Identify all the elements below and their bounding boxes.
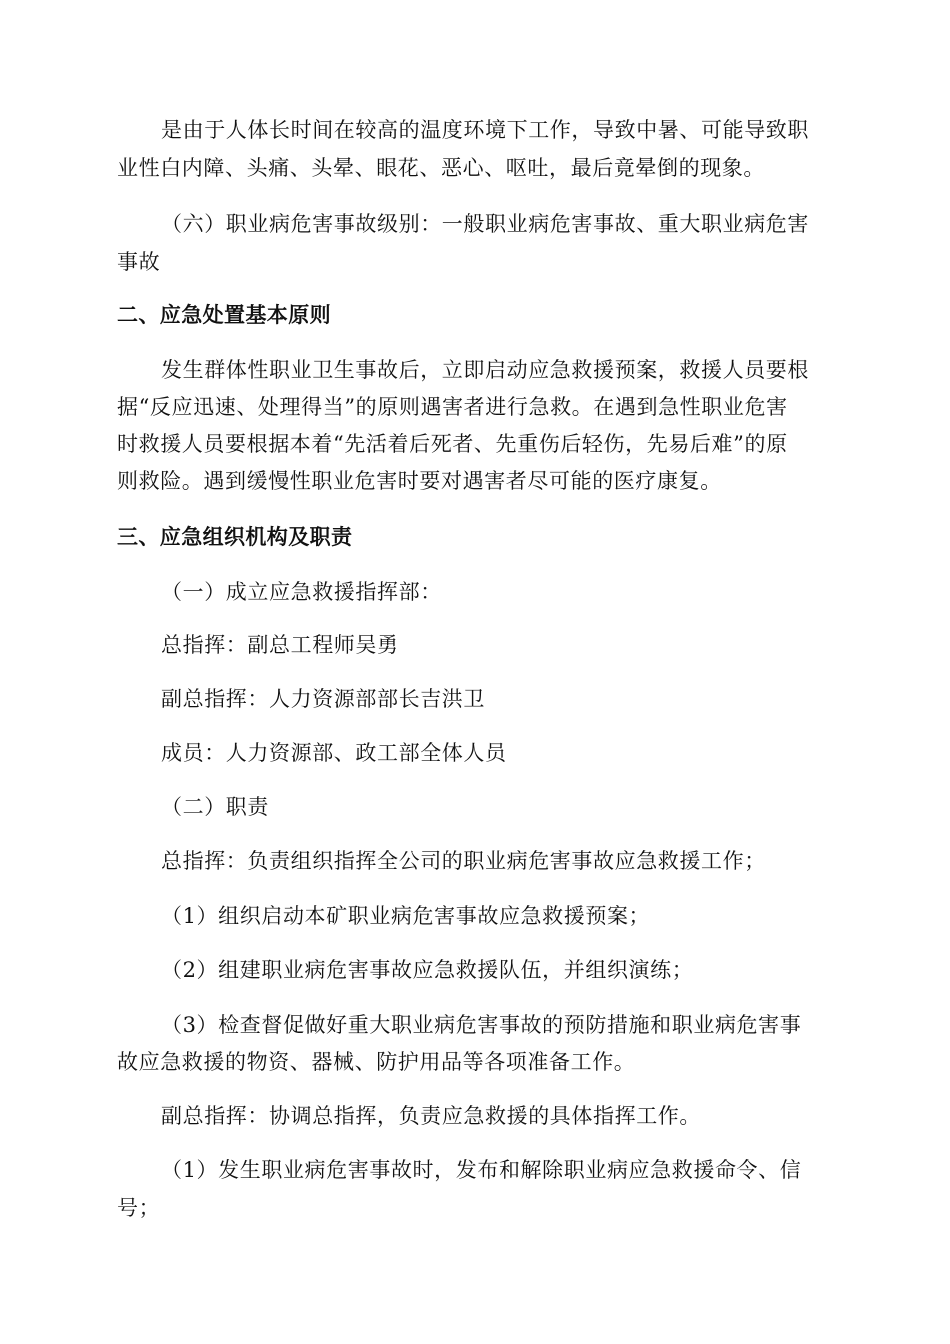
paragraph-line: 则救险。遇到缓慢性职业危害时要对遇害者尽可能的医疗康复。 <box>117 469 722 493</box>
paragraph-line: （1）组织启动本矿职业病危害事故应急救援预案； <box>161 904 651 928</box>
paragraph-line: 副总指挥：人力资源部部长吉洪卫 <box>161 687 485 711</box>
paragraph-line: 副总指挥：协调总指挥，负责应急救援的具体指挥工作。 <box>161 1104 701 1128</box>
paragraph-line: 业性白内障、头痛、头晕、眼花、恶心、呕吐，最后竟晕倒的现象。 <box>117 156 765 180</box>
paragraph-line: 总指挥：负责组织指挥全公司的职业病危害事故应急救援工作； <box>161 849 766 873</box>
paragraph-line: （2）组建职业病危害事故应急救援队伍，并组织演练； <box>161 958 694 982</box>
paragraph-line: （二）职责 <box>161 795 269 819</box>
paragraph-line: 发生群体性职业卫生事故后，立即启动应急救援预案，救援人员要根 <box>161 358 809 382</box>
section-heading: 二、应急处置基本原则 <box>117 303 331 327</box>
paragraph-line: （3）检查督促做好重大职业病危害事故的预防措施和职业病危害事 <box>161 1013 802 1037</box>
paragraph-line: 故应急救援的物资、器械、防护用品等各项准备工作。 <box>117 1050 636 1074</box>
paragraph-line: （六）职业病危害事故级别：一般职业病危害事故、重大职业病危害 <box>161 212 809 236</box>
section-heading: 三、应急组织机构及职责 <box>117 525 353 549</box>
paragraph-line: （一）成立应急救援指挥部： <box>161 580 442 604</box>
paragraph-line: 成员：人力资源部、政工部全体人员 <box>161 741 507 765</box>
paragraph-line: 是由于人体长时间在较高的温度环境下工作，导致中暑、可能导致职 <box>161 118 809 142</box>
paragraph-line: 据“反应迅速、处理得当”的原则遇害者进行急救。在遇到急性职业危害 <box>117 395 788 419</box>
paragraph-line: （1）发生职业病危害事故时，发布和解除职业病应急救援命令、信 <box>161 1158 802 1182</box>
paragraph-line: 时救援人员要根据本着“先活着后死者、先重伤后轻伤，先易后难”的原 <box>117 432 788 456</box>
paragraph-line: 号； <box>117 1196 161 1220</box>
paragraph-line: 总指挥：副总工程师吴勇 <box>161 633 399 657</box>
paragraph-line: 事故 <box>117 250 161 274</box>
